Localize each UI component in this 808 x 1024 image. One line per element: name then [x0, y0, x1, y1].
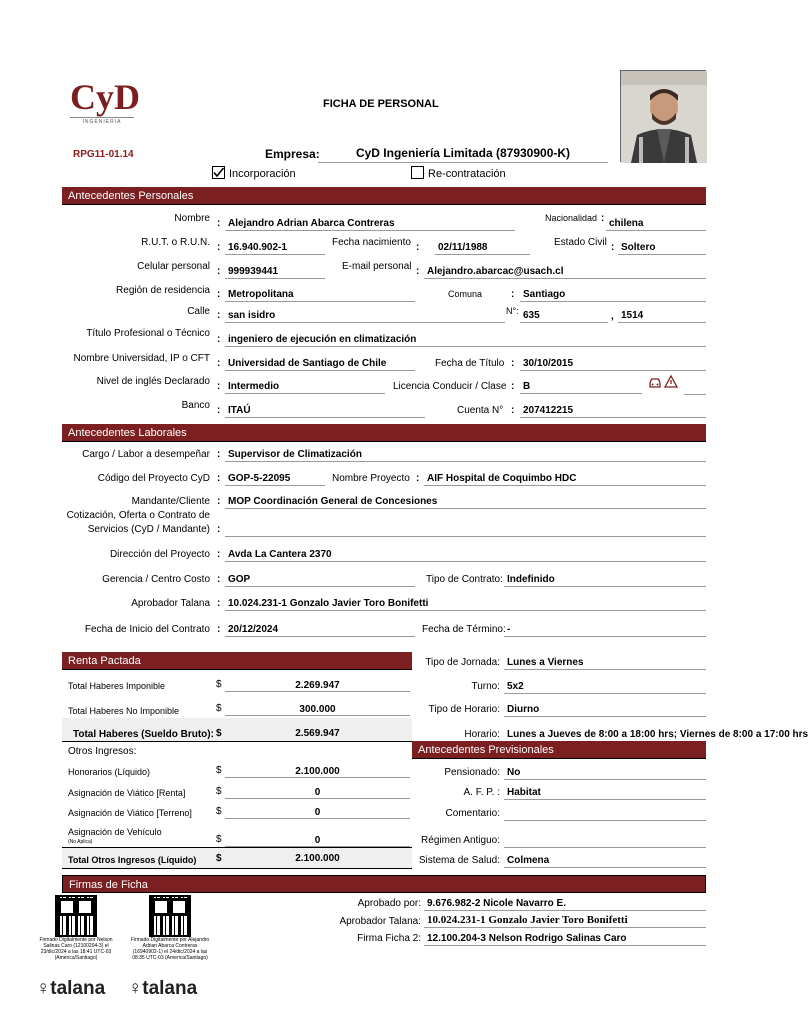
- turno-value: 5x2: [504, 681, 706, 694]
- salud-value: Colmena: [504, 855, 706, 868]
- titulo-label: Título Profesional o Técnico: [86, 328, 210, 339]
- aprobador-firma-value: 10.024.231-1 Gonzalo Javier Toro Bonifetti: [424, 914, 706, 928]
- nacionalidad-label: Nacionalidad: [545, 213, 598, 223]
- viatico-renta-label: Asignación de Viático [Renta]: [68, 788, 186, 798]
- numero-label: N°:: [506, 306, 519, 316]
- comuna-label: Comuna: [448, 289, 483, 299]
- aprobador-firma-label: Aprobador Talana:: [339, 916, 421, 927]
- cotizacion-label-1: Cotización, Oferta o Contrato de: [66, 510, 210, 521]
- ingles-value: Intermedio: [225, 381, 385, 394]
- total-otros-label: Total Otros Ingresos (Líquido): [68, 855, 197, 865]
- gerencia-value: GOP: [225, 574, 415, 587]
- honorarios-label: Honorarios (Líquido): [68, 767, 151, 777]
- horario-value: Lunes a Jueves de 8:00 a 18:00 hrs; Viernes de 8:00 a 17:00 hrs: [507, 729, 808, 740]
- logo-subtext: INGENIERIA: [82, 119, 122, 125]
- form-code: RPG11-01.14: [73, 149, 134, 160]
- section-renta: Renta Pactada: [62, 652, 412, 670]
- aprobado-label: Aprobado por:: [357, 898, 421, 909]
- cotizacion-label-2: Servicios (CyD / Mandante): [87, 524, 210, 535]
- email-value: Alejandro.abarcac@usach.cl: [424, 266, 706, 279]
- cargo-label: Cargo / Labor a desempeñar: [82, 449, 210, 460]
- honorarios-currency: $: [216, 765, 222, 776]
- talana-brand-2: talana: [142, 978, 198, 999]
- nacionalidad-value: chilena: [606, 218, 706, 231]
- empresa-label: Empresa:: [265, 147, 320, 161]
- logo-text: CyD: [70, 77, 140, 117]
- vehiculo-label: Asignación de Vehículo: [68, 827, 162, 837]
- cuenta-label: Cuenta N°: [457, 405, 504, 416]
- direccion-label: Dirección del Proyecto: [109, 549, 210, 560]
- incorporacion-checkbox[interactable]: [212, 166, 225, 179]
- pensionado-value: No: [504, 767, 706, 780]
- cuenta-value: 207412215: [520, 405, 706, 418]
- car-icon: [648, 376, 662, 394]
- mandante-label: Mandante/Cliente: [131, 496, 210, 507]
- fecha-inicio-label: Fecha de Inicio del Contrato: [84, 624, 210, 635]
- regimen-label: Régimen Antiguo:: [421, 835, 500, 846]
- viatico-terreno-label: Asignación de Viático [Terreno]: [68, 808, 192, 818]
- firma2-label: Firma Ficha 2:: [357, 933, 421, 944]
- nombre-label: Nombre: [174, 213, 210, 224]
- tipo-contrato-label: Tipo de Contrato:: [426, 574, 503, 585]
- nombre-proyecto-label: Nombre Proyecto: [332, 473, 410, 484]
- empresa-value: CyD Ingeniería Limitada (87930900-K): [318, 146, 608, 163]
- company-logo: [70, 77, 140, 128]
- licencia-label: Licencia Conducir / Clase: [393, 381, 507, 392]
- estado-civil-value: Soltero: [618, 242, 706, 255]
- talana-logo-1: [36, 978, 105, 1000]
- section-previsionales: Antecedentes Previsionales: [412, 741, 706, 759]
- no-imponible-currency: $: [216, 703, 222, 714]
- titulo-value: ingeniero de ejecución en climatización: [225, 334, 706, 347]
- comuna-value: Santiago: [520, 289, 706, 302]
- comentario-label: Comentario:: [445, 808, 500, 819]
- vehiculo-value: 0: [225, 835, 410, 847]
- vehiculo-currency: $: [216, 834, 222, 845]
- depto-value: 1514: [618, 310, 706, 323]
- otros-label: Otros Ingresos:: [68, 746, 137, 757]
- total-otros-currency: $: [216, 853, 222, 864]
- viatico-renta-value: 0: [225, 787, 410, 799]
- banco-label: Banco: [181, 400, 210, 411]
- celular-label: Celular personal: [137, 261, 210, 272]
- viatico-renta-currency: $: [216, 786, 222, 797]
- talana-logo-2: [128, 978, 197, 1000]
- codigo-value: GOP-5-22095: [225, 473, 325, 486]
- tipo-horario-value: Diurno: [504, 704, 706, 717]
- recontratacion-label: Re-contratación: [428, 168, 506, 180]
- qr-text-2: Firmado Digitalmente por Alejandro Adrian Abarca Contreras (16940902-1) el 24/dic/2024 a las 08:35 UTC-03 (America/Santiago): [130, 937, 210, 961]
- fecha-termino-label: Fecha de Término:: [422, 624, 506, 635]
- tipo-contrato-value: Indefinido: [504, 574, 706, 587]
- fecha-inicio-value: 20/12/2024: [225, 624, 415, 637]
- celular-value: 999939441: [225, 266, 325, 279]
- qr-code-2: [149, 895, 191, 937]
- page-title: FICHA DE PERSONAL: [323, 98, 439, 110]
- fecha-titulo-value: 30/10/2015: [520, 358, 706, 371]
- fecha-termino-value: -: [504, 624, 706, 637]
- viatico-terreno-currency: $: [216, 806, 222, 817]
- vehiculo-note: (No Aplica): [68, 839, 93, 845]
- section-personales: Antecedentes Personales: [62, 187, 706, 205]
- section-laborales: Antecedentes Laborales: [62, 424, 706, 442]
- calle-label: Calle: [187, 306, 210, 317]
- imponible-label: Total Haberes Imponible: [68, 681, 166, 691]
- region-value: Metropolitana: [225, 289, 415, 302]
- fecha-nac-value: 02/11/1988: [435, 242, 530, 255]
- universidad-label: Nombre Universidad, IP o CFT: [73, 353, 210, 364]
- employee-photo: [620, 70, 706, 162]
- no-imponible-label: Total Haberes No Imponible: [68, 706, 180, 716]
- tipo-horario-label: Tipo de Horario:: [428, 704, 500, 715]
- nombre-value: Alejandro Adrian Abarca Contreras: [225, 218, 515, 231]
- gerencia-label: Gerencia / Centro Costo: [102, 574, 210, 585]
- horario-label: Horario:: [464, 729, 500, 740]
- aprobado-value: 9.676.982-2 Nicole Navarro E.: [424, 898, 706, 911]
- afp-label: A. F. P. :: [463, 787, 500, 798]
- banco-value: ITAÚ: [225, 405, 425, 418]
- tipo-jornada-label: Tipo de Jornada:: [425, 657, 500, 668]
- comentario-value: [504, 808, 706, 821]
- no-imponible-value: 300.000: [225, 704, 410, 716]
- fecha-titulo-label: Fecha de Título: [435, 358, 505, 369]
- imponible-currency: $: [216, 679, 222, 690]
- estado-civil-label: Estado Civil: [554, 237, 607, 248]
- numero-value: 635: [520, 310, 608, 323]
- region-label: Región de residencia: [116, 285, 210, 296]
- rut-label: R.U.T. o R.U.N.: [141, 237, 210, 248]
- total-otros-value: 2.100.000: [295, 853, 340, 864]
- aprobador-label: Aprobador Talana: [131, 598, 210, 609]
- turno-label: Turno:: [471, 681, 500, 692]
- ingles-label: Nivel de inglés Declarado: [96, 376, 210, 387]
- tipo-jornada-value: Lunes a Viernes: [504, 657, 706, 670]
- codigo-label: Código del Proyecto CyD: [97, 473, 210, 484]
- mandante-value: MOP Coordinación General de Concesiones: [225, 496, 706, 509]
- recontratacion-checkbox[interactable]: [411, 166, 424, 179]
- balloon-icon: ♀: [36, 978, 51, 999]
- afp-value: Habitat: [504, 787, 706, 800]
- cargo-value: Supervisor de Climatización: [225, 449, 706, 462]
- universidad-value: Universidad de Santiago de Chile: [225, 358, 415, 371]
- bruto-label: Total Haberes (Sueldo Bruto):: [73, 729, 214, 740]
- cotizacion-value: [225, 524, 706, 537]
- incorporacion-label: Incorporación: [229, 168, 296, 180]
- fecha-nac-label: Fecha nacimiento: [332, 237, 411, 248]
- talana-brand-1: talana: [50, 978, 106, 999]
- salud-label: Sistema de Salud:: [418, 855, 500, 866]
- regimen-value: [504, 835, 706, 848]
- qr-text-1: Firmado Digitalmente por Nelson Salinas Caro (12100204-3) el 23/dic/2024 a las 18:41 UTC-03 (America/Santiago): [39, 937, 113, 961]
- honorarios-value: 2.100.000: [225, 766, 410, 778]
- qr-code-1: [55, 895, 97, 937]
- calle-value: san isidro: [225, 310, 505, 323]
- email-label: E-mail personal: [342, 261, 412, 272]
- rut-value: 16.940.902-1: [225, 242, 325, 255]
- imponible-value: 2.269.947: [225, 680, 410, 692]
- bruto-currency: $: [216, 728, 222, 739]
- viatico-terreno-value: 0: [225, 807, 410, 819]
- aprobador-value: 10.024.231-1 Gonzalo Javier Toro Bonifetti: [225, 598, 706, 611]
- balloon-icon: ♀: [128, 978, 143, 999]
- direccion-value: Avda La Cantera 2370: [225, 549, 706, 562]
- pensionado-label: Pensionado:: [444, 767, 500, 778]
- nombre-proyecto-value: AIF Hospital de Coquimbo HDC: [424, 473, 706, 486]
- licencia-value: B: [520, 381, 642, 394]
- section-firmas: Firmas de Ficha: [62, 875, 706, 893]
- checkmark-icon: [212, 166, 225, 179]
- bruto-value: 2.569.947: [295, 728, 340, 739]
- firma2-value: 12.100.204-3 Nelson Rodrigo Salinas Caro: [424, 933, 706, 946]
- warning-icon: [664, 375, 678, 393]
